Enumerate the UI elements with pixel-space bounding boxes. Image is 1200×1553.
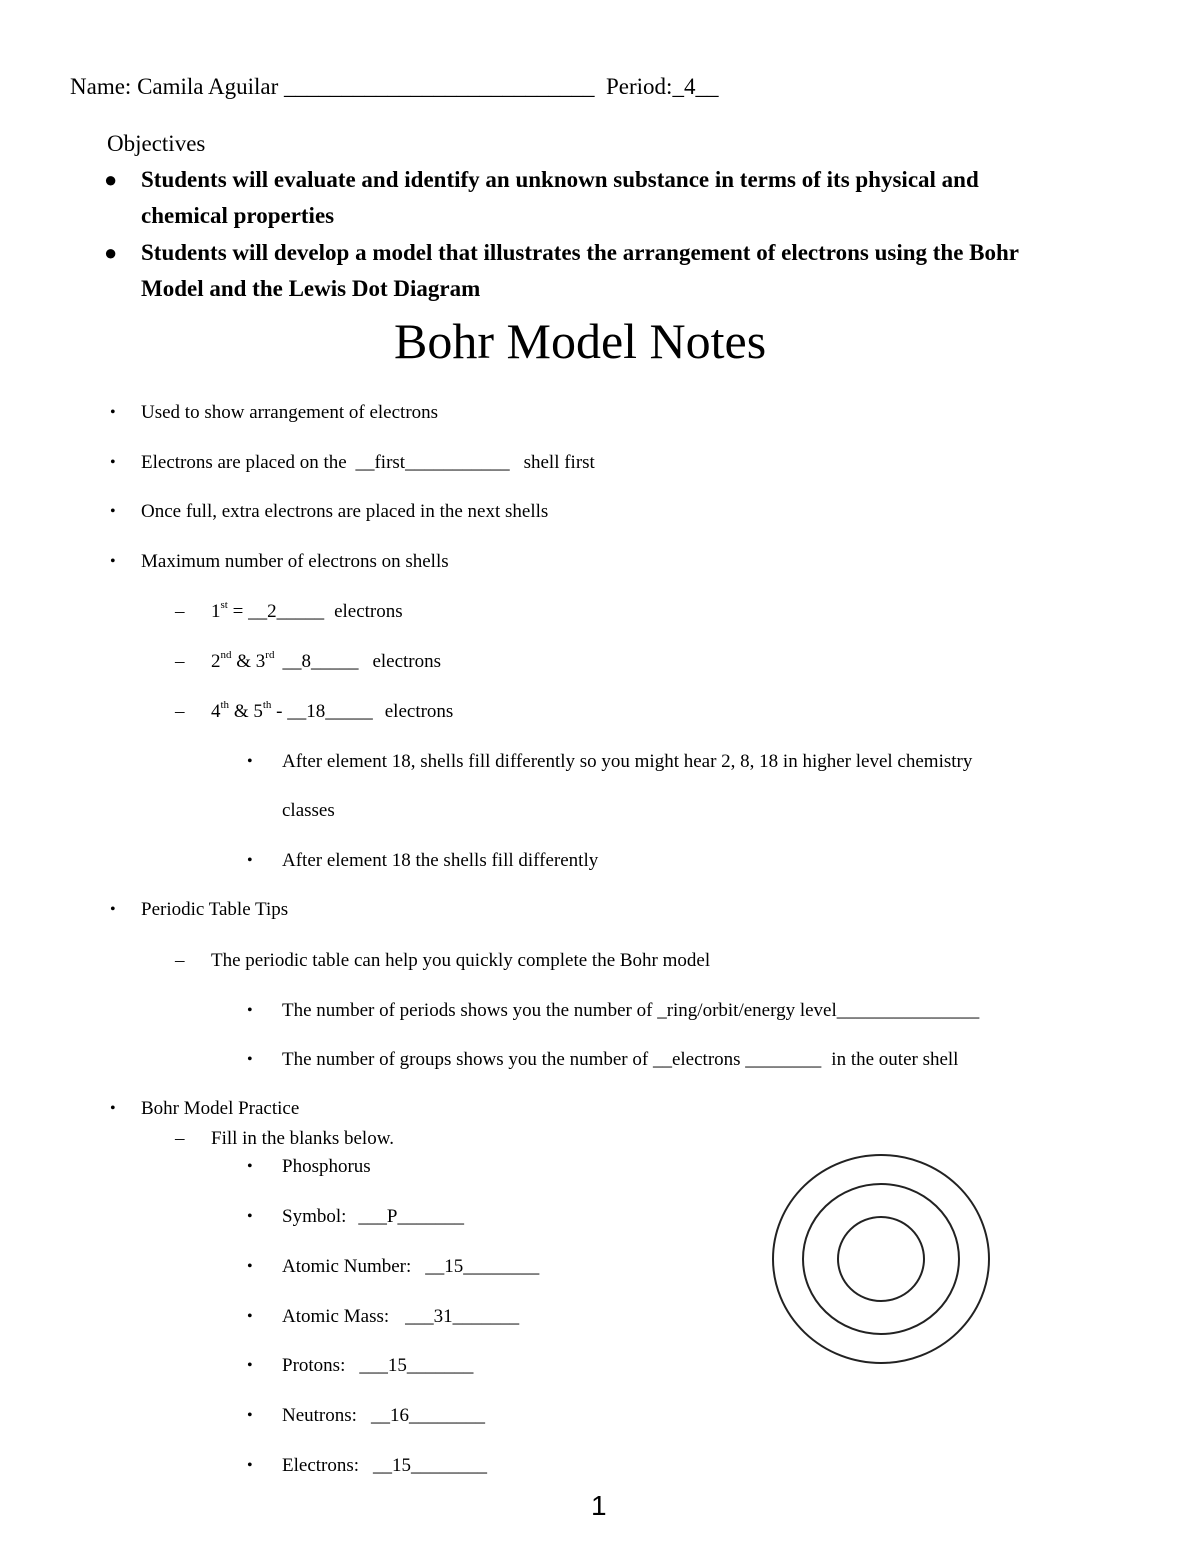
page-number: 1 <box>591 1490 607 1521</box>
detail-2: After element 18 the shells fill differently <box>282 850 599 871</box>
protons-row: Protons: ___15_______ <box>282 1355 474 1376</box>
tip-2: The number of periods shows you the number of _ring/orbit/energy level_______________ <box>282 1000 980 1021</box>
page-title: Bohr Model Notes <box>394 313 767 369</box>
fill-periods[interactable]: _ring/orbit/energy level_______________ <box>657 1000 980 1021</box>
bullet-icon: • <box>247 1258 253 1275</box>
fill-shell-1[interactable]: __2_____ <box>248 601 325 622</box>
atomic-number-field[interactable]: __15________ <box>425 1256 540 1277</box>
period-value[interactable]: _4__ <box>672 74 719 99</box>
bullet-icon: • <box>247 1002 253 1019</box>
bullet-icon: • <box>247 753 253 770</box>
objective-bullet-1: ● <box>104 167 118 192</box>
name-label: Name: <box>70 74 132 99</box>
fill-shell-4-5[interactable]: __18_____ <box>287 701 373 722</box>
atomic-mass-row: Atomic Mass: ___31_______ <box>282 1306 520 1327</box>
bullet-icon: • <box>247 1357 253 1374</box>
bullet-icon: • <box>247 1457 253 1474</box>
bullet-icon: • <box>247 1051 253 1068</box>
note-5: Periodic Table Tips <box>141 899 289 920</box>
neutrons-field[interactable]: __16________ <box>370 1405 485 1426</box>
fill-shell-2-3[interactable]: __8_____ <box>282 651 359 672</box>
dash-icon: – <box>175 1128 185 1149</box>
neutrons-row: Neutrons: __16________ <box>282 1405 485 1426</box>
note-4: Maximum number of electrons on shells <box>141 551 449 572</box>
dash-icon: – <box>175 651 185 672</box>
detail-1-line-2: classes <box>282 800 335 821</box>
symbol-field[interactable]: ___P_______ <box>358 1206 464 1227</box>
note-6: Bohr Model Practice <box>141 1098 300 1119</box>
dash-icon: – <box>175 601 185 622</box>
tip-1: The periodic table can help you quickly complete the Bohr model <box>211 950 711 971</box>
objective-1-line-2: chemical properties <box>141 203 335 228</box>
detail-1-line-1: After element 18, shells fill differently so you might hear 2, 8, 18 in higher level chemistry <box>282 751 973 772</box>
bullet-icon: • <box>247 1158 253 1175</box>
objective-bullet-2: ● <box>104 240 118 265</box>
dash-icon: – <box>175 950 185 971</box>
objective-1-line-1: Students will evaluate and identify an unknown substance in terms of its physical and <box>141 167 979 192</box>
electrons-row: Electrons: __15________ <box>282 1455 488 1476</box>
note-3: Once full, extra electrons are placed in the next shells <box>141 501 549 522</box>
symbol-row: Symbol: ___P_______ <box>282 1206 464 1227</box>
name-line <box>70 74 718 100</box>
fill-instruction: Fill in the blanks below. <box>211 1128 394 1149</box>
shell-4-5: 4th & 5th - __18_____ electrons <box>211 699 454 722</box>
fill-groups[interactable]: __electrons ________ <box>652 1049 822 1070</box>
bullet-icon: • <box>247 1308 253 1325</box>
shell-1: 1st = __2_____ electrons <box>211 599 403 622</box>
atomic-mass-field[interactable]: ___31_______ <box>405 1306 520 1327</box>
bullet-icon: • <box>247 852 253 869</box>
bullet-icon: • <box>247 1208 253 1225</box>
shell-2-3: 2nd & 3rd __8_____ electrons <box>211 649 442 672</box>
bullet-icon: • <box>247 1407 253 1424</box>
ring-middle <box>803 1184 959 1334</box>
atomic-number-row: Atomic Number: __15________ <box>282 1256 540 1277</box>
name-value[interactable]: Camila Aguilar <box>137 74 279 99</box>
fill-first-shell[interactable]: __first___________ <box>355 452 510 473</box>
objective-2-line-2: Model and the Lewis Dot Diagram <box>141 276 481 301</box>
dash-icon: – <box>175 701 185 722</box>
element-name: Phosphorus <box>282 1156 371 1177</box>
protons-field[interactable]: ___15_______ <box>359 1355 474 1376</box>
objectives-heading: Objectives <box>107 131 206 156</box>
name-blank: ___________________________ <box>283 74 595 99</box>
ring-inner <box>838 1217 924 1301</box>
bullet-icon: • <box>110 1100 116 1117</box>
bullet-icon: • <box>110 454 116 471</box>
period-label: Period: <box>605 74 673 99</box>
tip-3: The number of groups shows you the number of __electrons ________ in the outer shell <box>282 1049 959 1070</box>
electrons-field[interactable]: __15________ <box>373 1455 488 1476</box>
ring-outer <box>773 1155 989 1363</box>
bullet-icon: • <box>110 901 116 918</box>
bohr-rings-diagram <box>768 1150 994 1368</box>
bullet-icon: • <box>110 503 116 520</box>
note-2: Electrons are placed on the __first___________ shell first <box>141 452 595 473</box>
bullet-icon: • <box>110 553 116 570</box>
note-1: Used to show arrangement of electrons <box>141 402 439 423</box>
bullet-icon: • <box>110 404 116 421</box>
objective-2-line-1: Students will develop a model that illustrates the arrangement of electrons using the Bohr <box>141 240 1020 265</box>
